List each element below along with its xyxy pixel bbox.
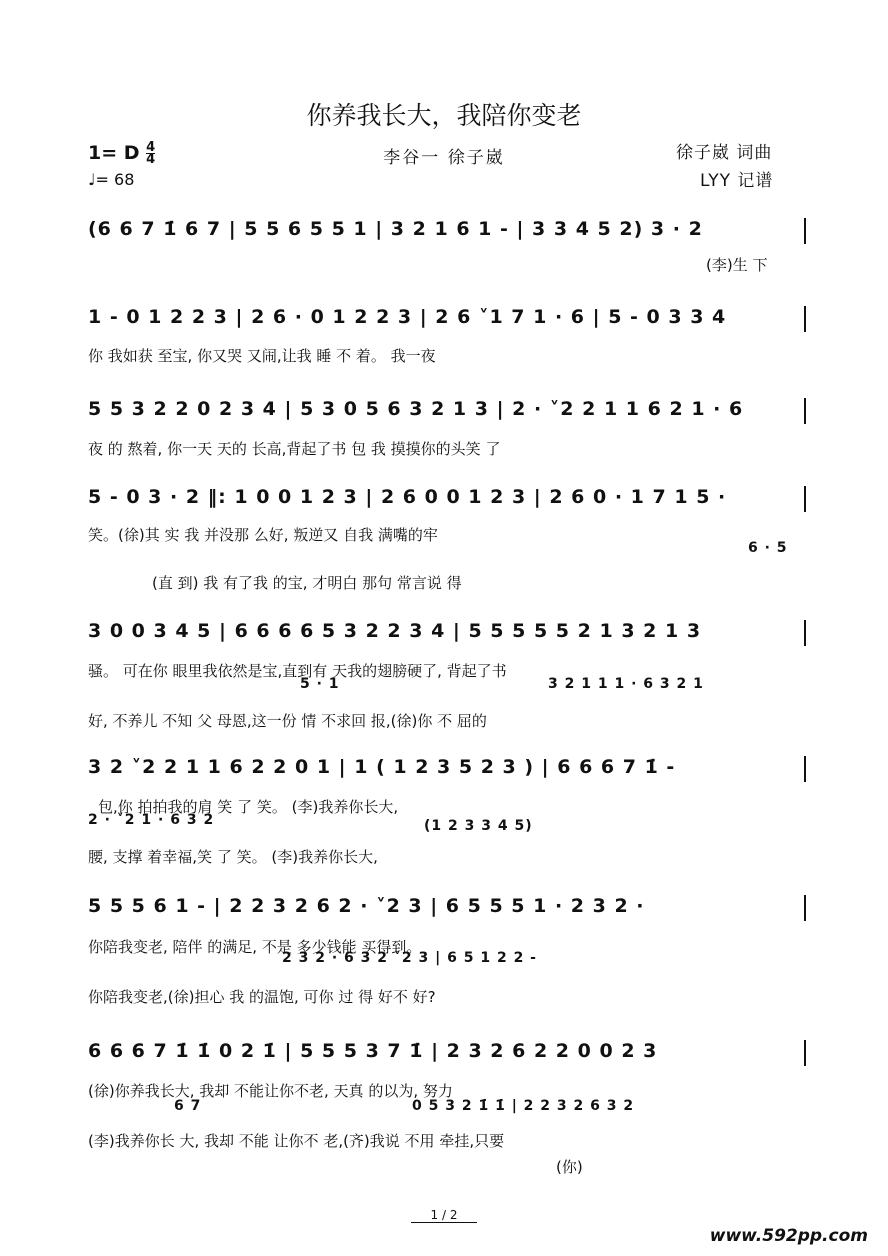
notation-row: 5 5 3 2 2 0 2 3 4 | 5 3 0 5 6 3 2 1 3 | 2 · ˅2 2 1 1 6 2 1 · 6	[88, 398, 744, 420]
composer-credit: 徐子崴 词曲	[676, 143, 773, 163]
lyric-line: 你陪我变老,(徐)担心 我 的温饱, 可你 过 得 好不 好?	[88, 988, 436, 1006]
harmony-notes: 6 · 5	[748, 540, 788, 556]
harmony-notes: 2 3 2 · 6 3 2 ˅2 3 | 6 5 1 2 2 -	[282, 950, 537, 966]
barline	[804, 218, 806, 244]
lyric-line: (直 到) 我 有了我 的宝, 才明白 那句 常言说 得	[152, 574, 462, 592]
harmony-notes: (1 2 3 3 4 5)	[424, 818, 533, 834]
lyric-line: 你陪我变老, 陪伴 的满足, 不是 多少钱能 买得到。	[88, 938, 422, 956]
lyric-line: 好, 不养儿 不知 父 母恩,这一份 情 不求回 报,(徐)你 不 屈的	[88, 712, 487, 730]
key-label: 1= D	[88, 142, 140, 164]
notation-row: 1 - 0 1 2 2 3 | 2 6 · 0 1 2 2 3 | 2 6 ˅1 7 1 · 6 | 5 - 0 3 3 4	[88, 306, 727, 328]
barline	[804, 620, 806, 646]
notation-row: 5 5 5 6 1 - | 2 2 3 2 6 2 · ˅2 3 | 6 5 5 5 1 · 2 3 2 ·	[88, 895, 645, 917]
lyric-line: (你)	[556, 1158, 583, 1176]
barline	[804, 486, 806, 512]
lyric-line: 包,你 拍拍我的肩 笑 了 笑。 (李)我养你长大,	[98, 798, 399, 816]
singers: 李谷一 徐子崴	[383, 148, 505, 168]
notation-row: 3 2 ˅2 2 1 1 6 2 2 0 1 | 1 ( 1 2 3 5 2 3 ) | 6 6 6 7 1̇ -	[88, 756, 676, 778]
lyric-line: 你 我如获 至宝, 你又哭 又闹,让我 睡 不 着。 我一夜	[88, 347, 436, 365]
page-number	[0, 1208, 888, 1223]
notation-row: 6 6 6 7 1̇ 1̇ 0 2 1̇ | 5 5 5 3 7 1̇ | 2 3 2 6 2 2 0 0 2 3	[88, 1040, 658, 1062]
harmony-notes: 2 · ˅2 1 · 6 3 2	[88, 812, 215, 828]
page-number-text: 1 / 2	[411, 1208, 478, 1223]
barline	[804, 895, 806, 921]
notation-row: 3 0 0 3 4 5 | 6 6 6 6 5 3 2 2 3 4 | 5 5 5 5 5 2 1 3 2 1 3	[88, 620, 702, 642]
barline	[804, 306, 806, 332]
lyric-line: 夜 的 熬着, 你一天 天的 长高,背起了书 包 我 摸摸你的头笑 了	[88, 440, 501, 458]
lyric-line: 笑。(徐)其 实 我 并没那 么好, 叛逆又 自我 满嘴的牢	[88, 526, 438, 544]
time-bottom: 4	[146, 152, 156, 167]
harmony-notes: 6 7	[174, 1098, 202, 1114]
transcriber-credit: LYY 记谱	[700, 171, 774, 191]
song-title: 你养我长大，我陪你变老	[306, 101, 582, 130]
lyric-line: (李)我养你长 大, 我却 不能 让你不 老,(齐)我说 不用 牵挂,只要	[88, 1132, 505, 1150]
barline	[804, 398, 806, 424]
time-signature	[146, 142, 155, 165]
harmony-notes: 0 5 3 2 1̇ 1̇ | 2 2 3 2 6 3 2	[412, 1098, 635, 1114]
notation-row: (6 6 7 1̇ 6 7 | 5 5 6 5 5 1 | 3 2 1 6 1 - | 3 3 4 5 2) 3 · 2	[88, 218, 703, 240]
key-signature	[88, 142, 155, 165]
harmony-notes: 5 · 1	[300, 676, 340, 692]
barline	[804, 1040, 806, 1066]
lyric-line: 骚。 可在你 眼里我依然是宝,直到有 天我的翅膀硬了, 背起了书	[88, 662, 507, 680]
lyric-line: (李)生 下	[706, 256, 768, 274]
notation-row: 5 - 0 3 · 2 ‖: 1 0 0 1 2 3 | 2 6 0 0 1 2 3 | 2 6 0 · 1 7 1 5 ·	[88, 486, 727, 508]
harmony-notes: 3 2 1 1 1 · 6 3 2 1	[548, 676, 704, 692]
lyric-line: 腰, 支撑 着幸福,笑 了 笑。 (李)我养你长大,	[88, 848, 378, 866]
barline	[804, 756, 806, 782]
time-top: 4	[146, 140, 156, 155]
lyric-line: (徐)你养我长大, 我却 不能让你不老, 天真 的以为, 努力	[88, 1082, 453, 1100]
website-watermark: www.592pp.com	[709, 1226, 868, 1246]
tempo-mark: ♩= 68	[88, 170, 135, 189]
